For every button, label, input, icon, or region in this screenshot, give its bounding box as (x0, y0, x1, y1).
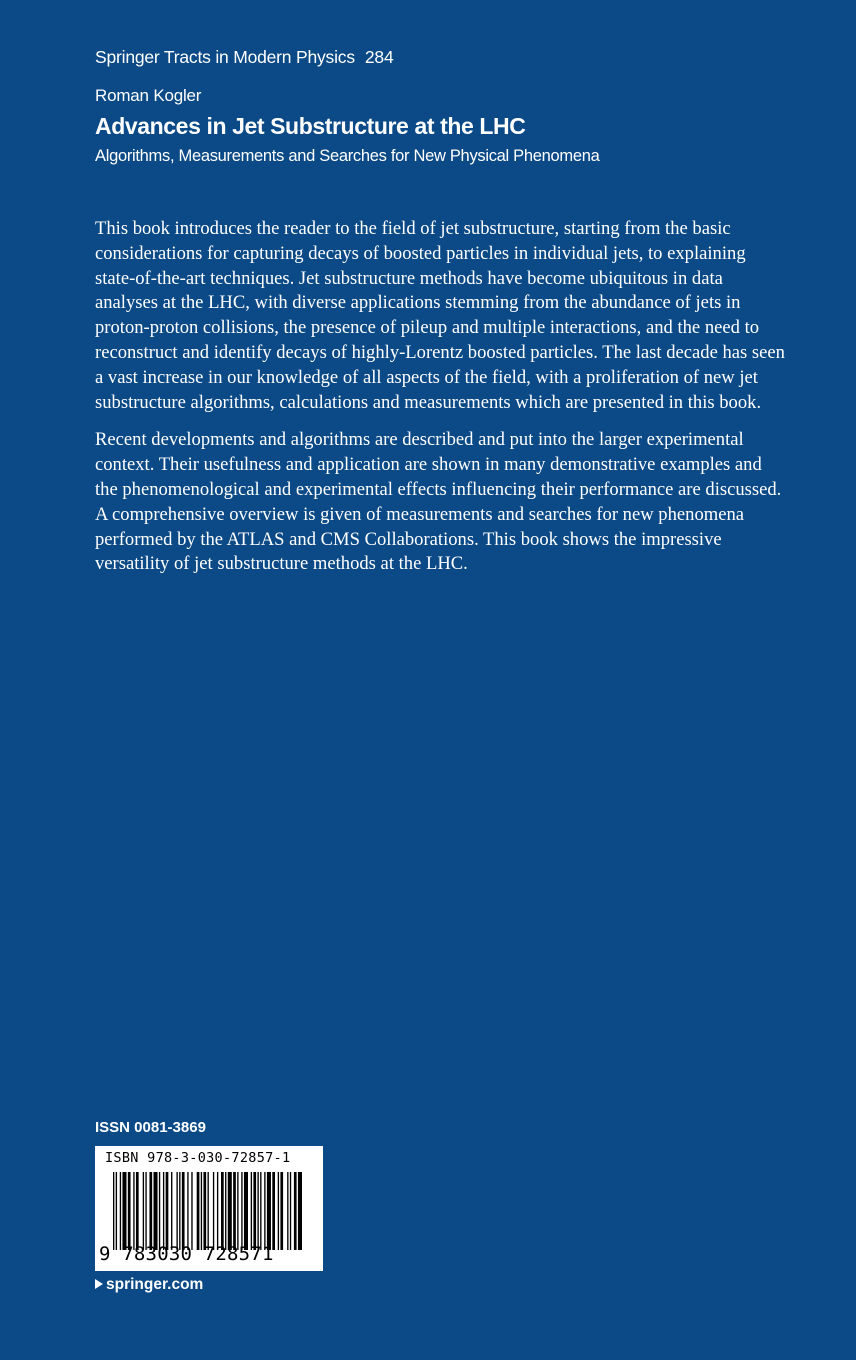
isbn-barcode (95, 1146, 323, 1271)
ean-digits: 9 783030 728571 (99, 1243, 274, 1265)
book-title: Advances in Jet Substructure at the LHC (95, 113, 526, 139)
series-number: 284 (364, 47, 394, 67)
issn-label: ISSN 0081-3869 (95, 1119, 206, 1136)
book-subtitle: Algorithms, Measurements and Searches for New Physical Phenomena (95, 147, 600, 165)
blurb-paragraph-1: This book introduces the reader to the field of jet substructure, starting from the basic considerations for capturing decays of boosted particles in individual jets, to explaining state-of-the-art techniques. Jet substructure methods have become ubiquitous in data analyses at the LHC, with diverse applications stemming from the abundance of jets in proton-proton collisions, the presence of pileup and multiple interactions, and the need to reconstruct and identify decays of highly-Lorentz boosted particles. The last decade has seen a vast increase in our knowledge of all aspects of the field, with a proliferation of new jet substructure algorithms, calculations and measurements which are presented in this book. (95, 218, 785, 413)
series-line (95, 47, 394, 68)
author-name: Roman Kogler (95, 86, 202, 105)
isbn-text: ISBN 978-3-030-72857-1 (105, 1150, 291, 1166)
series-name: Springer Tracts in Modern Physics (95, 47, 355, 67)
blurb (95, 217, 785, 590)
arrow-right-icon (95, 1279, 103, 1289)
publisher-website[interactable] (95, 1276, 203, 1294)
website-label: springer.com (106, 1276, 204, 1293)
blurb-paragraph-2: Recent developments and algorithms are described and put into the larger experimental context. Their usefulness and application are shown in many demonstrative examples and the phenomenological and experimental effects influencing their performance are discussed. A comprehensive overview is given of measurements and searches for new phenomena performed by the ATLAS and CMS Collaborations. This book shows the impressive versatility of jet substructure methods at the LHC. (95, 429, 782, 575)
barcode-bars (113, 1172, 305, 1250)
